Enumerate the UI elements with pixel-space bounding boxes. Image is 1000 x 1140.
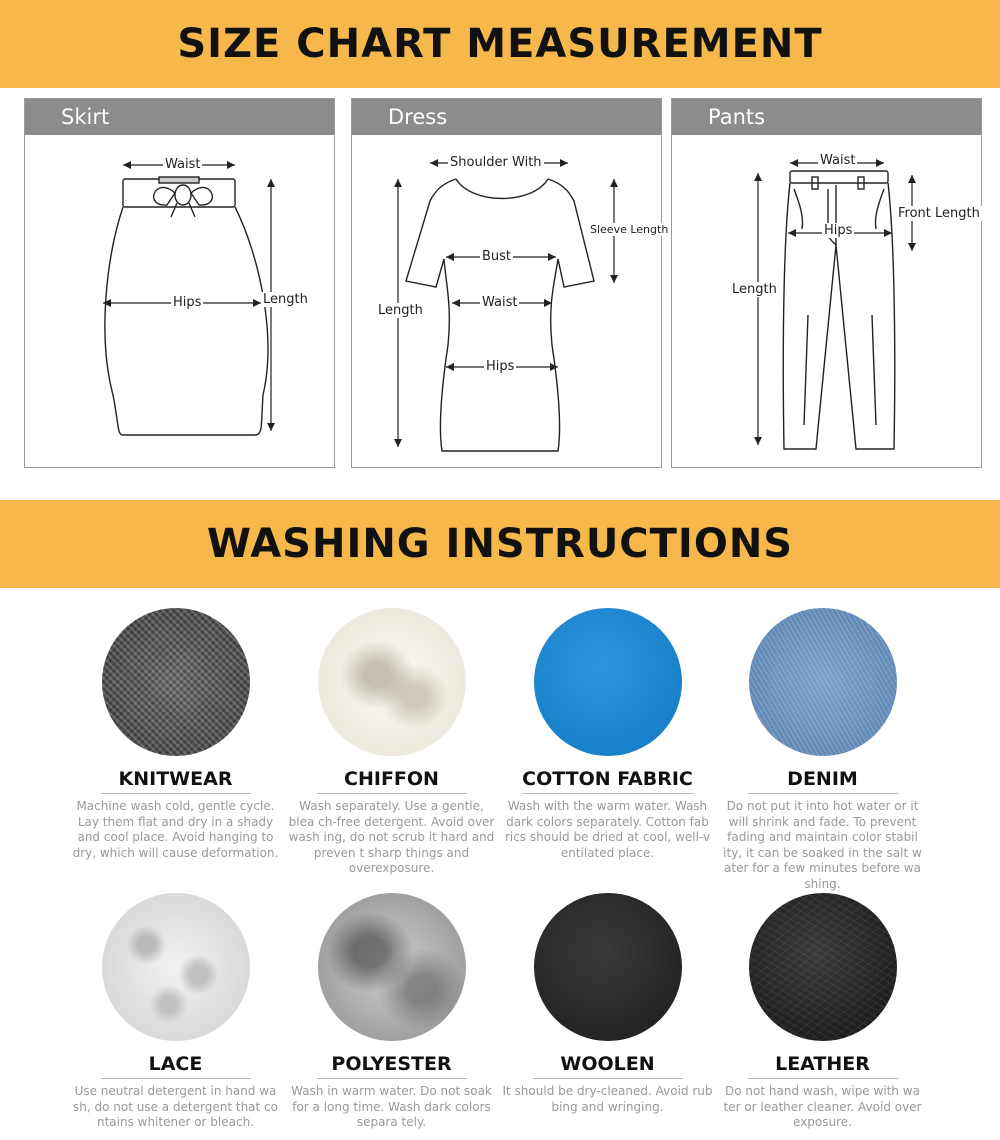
dress-shoulder-label: Shoulder With — [450, 155, 542, 170]
dress-hips-label: Hips — [486, 359, 515, 374]
fabric-name: DENIM — [748, 768, 898, 794]
size-chart-banner — [0, 0, 1000, 88]
skirt-diagram — [25, 135, 334, 467]
dress-length-label: Length — [378, 303, 423, 318]
chiffon-swatch — [318, 608, 466, 756]
fabric-description: Wash separately. Use a gentle, blea ch-free detergent. Avoid over wash ing, do not scrub it hard and preven t sharp things and overexposure. — [288, 799, 495, 875]
fabric-name: WOOLEN — [533, 1053, 683, 1079]
fabric-card-lace — [68, 893, 283, 1131]
dress-sleeve-label: Sleeve Length — [590, 223, 669, 236]
skirt-panel-title: Skirt — [25, 99, 334, 135]
fabric-name: POLYESTER — [317, 1053, 467, 1079]
pants-length-label: Length — [732, 282, 777, 297]
fabric-card-woolen — [500, 893, 715, 1115]
fabric-card-chiffon — [284, 608, 499, 877]
fabric-description: Use neutral detergent in hand wa sh, do not use a detergent that co ntains whitener or bleach. — [72, 1084, 278, 1129]
fabric-name: LACE — [101, 1053, 251, 1079]
washing-banner — [0, 500, 1000, 588]
fabric-description: It should be dry-cleaned. Avoid rub bing and wringing. — [502, 1084, 713, 1114]
fabric-description: Wash with the warm water. Wash dark colors separately. Cotton fab rics should be dried at cool, well-v entilated place. — [504, 799, 711, 860]
fabric-name: LEATHER — [748, 1053, 898, 1079]
washing-title: WASHING INSTRUCTIONS — [206, 521, 794, 567]
fabric-card-leather — [715, 893, 930, 1131]
fabric-name: CHIFFON — [317, 768, 467, 794]
dress-diagram — [352, 135, 669, 467]
leather-swatch — [749, 893, 897, 1041]
pants-panel — [671, 98, 982, 468]
dress-bust-label: Bust — [482, 249, 512, 264]
fabric-description: Machine wash cold, gentle cycle. Lay them flat and dry in a shady and cool place. Avoid hanging to dry, which will cause deformation. — [72, 799, 279, 860]
fabric-description: Do not hand wash, wipe with wa ter or leather cleaner. Avoid over exposure. — [723, 1084, 922, 1129]
fabric-card-polyester — [284, 893, 499, 1131]
fabric-description: Wash in warm water. Do not soak for a long time. Wash dark colors separa tely. — [291, 1084, 492, 1129]
fabric-card-cotton — [500, 608, 715, 861]
pants-diagram — [672, 135, 981, 467]
pants-waist-label: Waist — [820, 153, 856, 168]
fabric-name: KNITWEAR — [101, 768, 251, 794]
knitwear-swatch — [102, 608, 250, 756]
fabric-card-denim — [715, 608, 930, 892]
fabric-card-knitwear — [68, 608, 283, 861]
denim-swatch — [749, 608, 897, 756]
cotton-swatch — [534, 608, 682, 756]
polyester-swatch — [318, 893, 466, 1041]
dress-panel — [351, 98, 669, 468]
woolen-swatch — [534, 893, 682, 1041]
lace-swatch — [102, 893, 250, 1041]
fabric-description: Do not put it into hot water or it will shrink and fade. To prevent fading and maintain color stabil ity, it can be soaked in the salt w ater for a few minutes before wa shing. — [723, 799, 922, 891]
pants-front-length-label: Front Length — [898, 206, 980, 221]
pants-hips-label: Hips — [824, 223, 853, 238]
fabric-name: COTTON FABRIC — [522, 768, 694, 794]
skirt-waist-label: Waist — [165, 157, 201, 172]
skirt-panel — [24, 98, 335, 468]
dress-waist-label: Waist — [482, 295, 518, 310]
skirt-hips-label: Hips — [173, 295, 202, 310]
skirt-length-label: Length — [263, 292, 308, 307]
pants-panel-title: Pants — [672, 99, 981, 135]
pants-drawing — [672, 135, 983, 467]
dress-panel-title: Dress — [352, 99, 661, 135]
size-chart-title: SIZE CHART MEASUREMENT — [177, 21, 823, 67]
